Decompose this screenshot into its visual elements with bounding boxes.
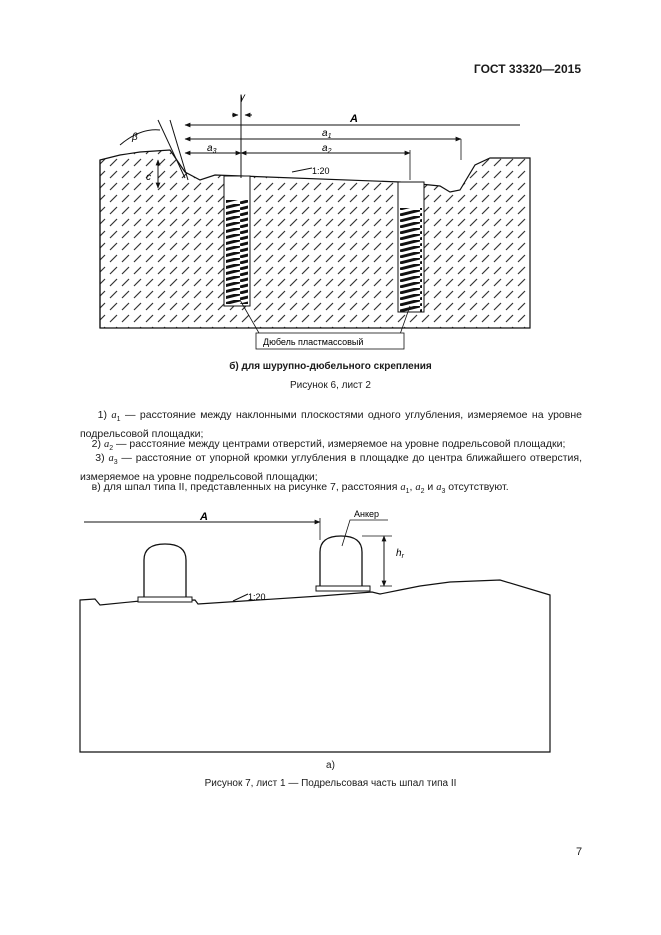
figure-7-drawing <box>0 500 661 760</box>
label-A: A <box>350 113 358 125</box>
figure-6-drawing <box>0 0 661 360</box>
svg-text:a3: $a_3$ <box>207 143 217 155</box>
paragraph-4: в) для шпал типа II, представленных на рисунке 7, расстояния $a_1$, $a_2$ и $a_3$ отсутствуют. <box>91 481 509 496</box>
label-dowel: Дюбель пластмассовый <box>263 337 364 347</box>
paragraph-1: 1) $a_1$ — расстояние между наклонными плоскостями одного углубления, измеряемое на уровне подрельсовой площадки; <box>80 409 582 441</box>
sleeper-type2-body <box>80 580 550 752</box>
figure-7-caption: Рисунок 7, лист 1 — Подрельсовая часть шпал типа II <box>204 778 457 789</box>
figure-6-caption: Рисунок 6, лист 2 <box>290 380 371 391</box>
label-slope-6: 1:20 <box>312 166 330 176</box>
label-a2: a <box>322 143 328 154</box>
label-a3: a <box>207 143 213 154</box>
figure-7-subtitle: а) <box>326 760 335 771</box>
label-anchor: Анкер <box>354 509 380 519</box>
label-a1: a <box>322 128 328 139</box>
label-slope-7: 1:20 <box>248 592 266 602</box>
label-h: h <box>396 548 402 559</box>
paragraph-2: 2) $a_2$ — расстояние между центрами отверстий, измеряемое на уровне подрельсовой площадки; <box>91 438 566 453</box>
sleeper-section <box>100 150 530 328</box>
svg-text:a2: $a_2$ <box>322 143 332 155</box>
label-gamma: γ <box>240 92 245 103</box>
page-number: 7 <box>576 846 583 858</box>
document-header: ГОСТ 33320—2015 <box>473 62 581 76</box>
label-A-7: A <box>200 511 208 523</box>
svg-text:hr: $h_r$ <box>396 548 404 560</box>
svg-text:a1: $a_1$ <box>322 128 332 140</box>
anchor-left <box>144 544 186 600</box>
label-beta: β <box>132 132 138 143</box>
anchor-right <box>320 536 362 590</box>
paragraph-3: 3) $a_3$ — расстояние от упорной кромки углубления в площадке до центра ближайшего отверстия, измеряемое на уровне подрельсовой площадки; <box>80 452 583 484</box>
label-c: c <box>146 172 151 183</box>
figure-6-subtitle: б) для шурупно-дюбельного скрепления <box>229 361 432 372</box>
